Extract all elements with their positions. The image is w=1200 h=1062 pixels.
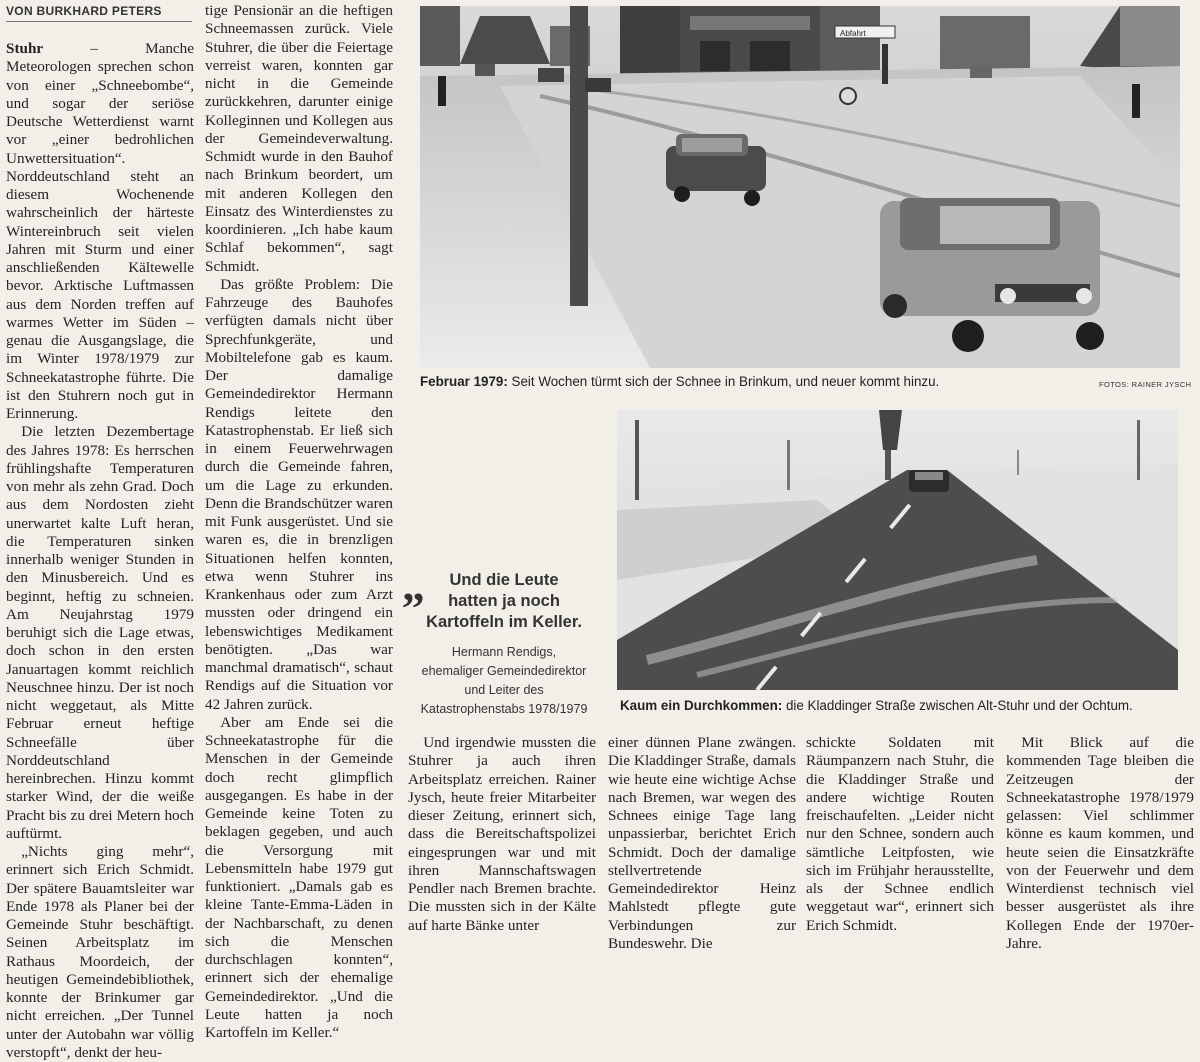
lead-text: – Manche Meteorologen sprechen schon von einer „Schneebombe“, und sogar der seriöse Deutsche Wetterdienst warnt vor „einer bedrohlichen Unwettersituation“. Norddeutschland steht an diesem Wochenende wahrscheinlich der härteste Wintereinbruch seit vielen Jahren mit Sturm und einer anschließenden Kältewelle bevor. Arktische Luftmassen aus dem Norden treffen auf warmes Wetter im Süden – genau die Ausgangslage, die im Winter 1978/1979 zur Schneekatastrophe führte. Die ist den Stuhrern noch gut in Erinnerung. (6, 40, 194, 422)
photo-brinkum-street (420, 6, 1180, 368)
dateline: Stuhr (6, 40, 44, 57)
attribution-line: Katastrophenstabs 1978/1979 (420, 702, 588, 716)
article-column-5: schickte Soldaten mit Räumpanzern nach Stuhr, die die Kladdinger Straße und andere wichtige Routen freischaufelten. „Leider nicht nur den Schnee, sondern auch sämtliche Leitpfosten, wie sich im Frühjahr herausstellte, als der Schnee endlich weggetaut war“, erinnert sich Erich Schmidt. (806, 734, 994, 934)
quote-mark-icon: „ (402, 559, 425, 610)
paragraph: tige Pensionär an die heftigen Schneemassen zurück. Viele Stuhrer, die über die Feiertage verreist waren, konnten gar nicht in die Gemeinde zurückkehren, darunter einige Kolleginnen und Kollegen aus der Gemeindeverwaltung. Schmidt wurde in den Bauhof nach Brinkum beordert, um mit anderen Kollegen den Einsatz des Winterdienstes zu koordinieren. „Ich habe kaum Schlaf bekommen“, sagt Schmidt. (205, 2, 393, 275)
paragraph: Die letzten Dezembertage des Jahres 1978: Es herrschen frühlingshafte Temperaturen von mehr als zehn Grad. Doch aus dem Nordosten zieht unerwartet kalte Luft heran, die Temperaturen sinken innerhalb weniger Stunden in den Minusbereich. Und es beginnt, heftig zu schneien. Am Neujahrstag 1979 beruhigt sich die Lage etwas, doch schon in den ersten Januartagen kommt reichlich Neuschnee hinzu. Der ist noch nicht weggetaut, als Mitte Februar erneut heftige Schneefälle über Norddeutschland hereinbrechen. Hinzu kommt starker Wind, der die weiße Pracht bis zu drei Metern hoch auftürmt. (6, 423, 194, 842)
photo-caption-1 (420, 374, 939, 389)
caption-bold: Februar 1979: (420, 374, 508, 389)
quote-line: hatten ja noch (448, 592, 560, 610)
photo-credit: FOTOS: RAINER JYSCH (1099, 380, 1192, 389)
attribution-line: ehemaliger Gemeindedirektor (421, 664, 587, 678)
article-column-2 (205, 2, 393, 1042)
photo-caption-2 (620, 698, 1133, 713)
road-photo-illustration (617, 410, 1178, 690)
paragraph: „Nichts ging mehr“, erinnert sich Erich Schmidt. Der spätere Bauamtsleiter war Ende 1978 als Planer bei der Gemeinde Stuhr beschäftigt. Seinen Arbeitsplatz im Rathaus Moordeich, der heutigen Gemeindebibliothek, konnte der Brinkumer gar nicht erreichen. „Der Tunnel unter der Autobahn war völlig verstopft“, denkt der heu- (6, 843, 194, 1061)
photo-kladdinger-strasse (617, 410, 1178, 690)
quote-text (414, 570, 594, 633)
street-photo-illustration (420, 6, 1180, 368)
caption-text: Seit Wochen türmt sich der Schnee in Brinkum, und neuer kommt hinzu. (507, 374, 940, 389)
article-column-3: Und irgendwie mussten die Stuhrer ja auch ihren Arbeitsplatz erreichen. Rainer Jysch, heute freier Mitarbeiter dieser Zeitung, erinnert sich, dass die Bereitschaftspolizei eingesprungen war und mit ihren Mannschaftswagen Pendler nach Bremen brachte. Die mussten sich in der Kälte auf harte Bänke unter (408, 734, 596, 934)
article-column-6: Mit Blick auf die kommenden Tage bleiben die Zeitzeugen der Schneekatastrophe 1978/1979 gelassen: Viel schlimmer könne es kaum kommen, und heute seien die Einsatzkräfte von der Feuerwehr und dem Winterdienst technisch viel besser ausgerüstet als ihre Kollegen Ende der 1970er-Jahre. (1006, 734, 1194, 952)
quote-line: Kartoffeln im Keller. (426, 613, 582, 631)
caption-bold: Kaum ein Durchkommen: (620, 698, 783, 713)
attribution-line: Hermann Rendigs, (451, 645, 557, 659)
paragraph: Das größte Problem: Die Fahrzeuge des Bauhofes verfügten damals nicht über Sprechfunkgeräte, und Mobiltelefone gab es kaum. Der damalige Gemeindedirektor Hermann Rendigs leitete den Katastrophenstab. Er ließ sich in einem Feuerwehrwagen durch die Gemeinde fahren, um die Lage zu erkunden. Denn die Brandschützer waren mit Funk ausgerüstet. Und sie waren es, die in brenzligen Situationen helfen konnten, etwa wenn Stuhrer ins Krankenhaus oder zum Arzt mussten oder dringend ein lebenswichtiges Medikament benötigten. „Das war manchmal dramatisch“, schaut Rendigs auf die Situation vor 42 Jahren zurück. (205, 275, 393, 713)
article-column-4: einer dünnen Plane zwängen. Die Kladdinger Straße, damals wie heute eine wichtige Achse nach Bremen, war wegen des Schnees einige Tage lang unpassierbar, berichtet Erich Schmidt. Doch der damalige stellvertretende Gemeindedirektor Heinz Mahlstedt pflegte gute Verbindungen zur Bundeswehr. Die (608, 734, 796, 952)
caption-text: die Kladdinger Straße zwischen Alt-Stuhr und der Ochtum. (782, 698, 1133, 713)
quote-attribution (414, 643, 594, 719)
article-column-1 (6, 40, 194, 1062)
lead-paragraph (6, 40, 194, 423)
attribution-line: und Leiter des (464, 683, 544, 697)
paragraph: Aber am Ende sei die Schneekatastrophe für die Menschen in der Gemeinde doch recht glimpflich ausgegangen. Es habe in der Gemeinde keine Toten zu beklagen gegeben, und auch die Versorgung mit Lebensmitteln habe 1979 gut funktioniert. „Damals gab es kleine Tante-Emma-Läden in der Nachbarschaft, zu denen sich die Menschen durchschlagen konnten“, erinnert sich der ehemalige Gemeindedirektor. „Und die Leute hatten ja noch Kartoffeln im Keller.“ (205, 713, 393, 1041)
byline: VON BURKHARD PETERS (6, 4, 192, 22)
quote-line: Und die Leute (449, 571, 559, 589)
pull-quote (402, 559, 594, 719)
sign-label: Abfahrt (840, 29, 866, 38)
